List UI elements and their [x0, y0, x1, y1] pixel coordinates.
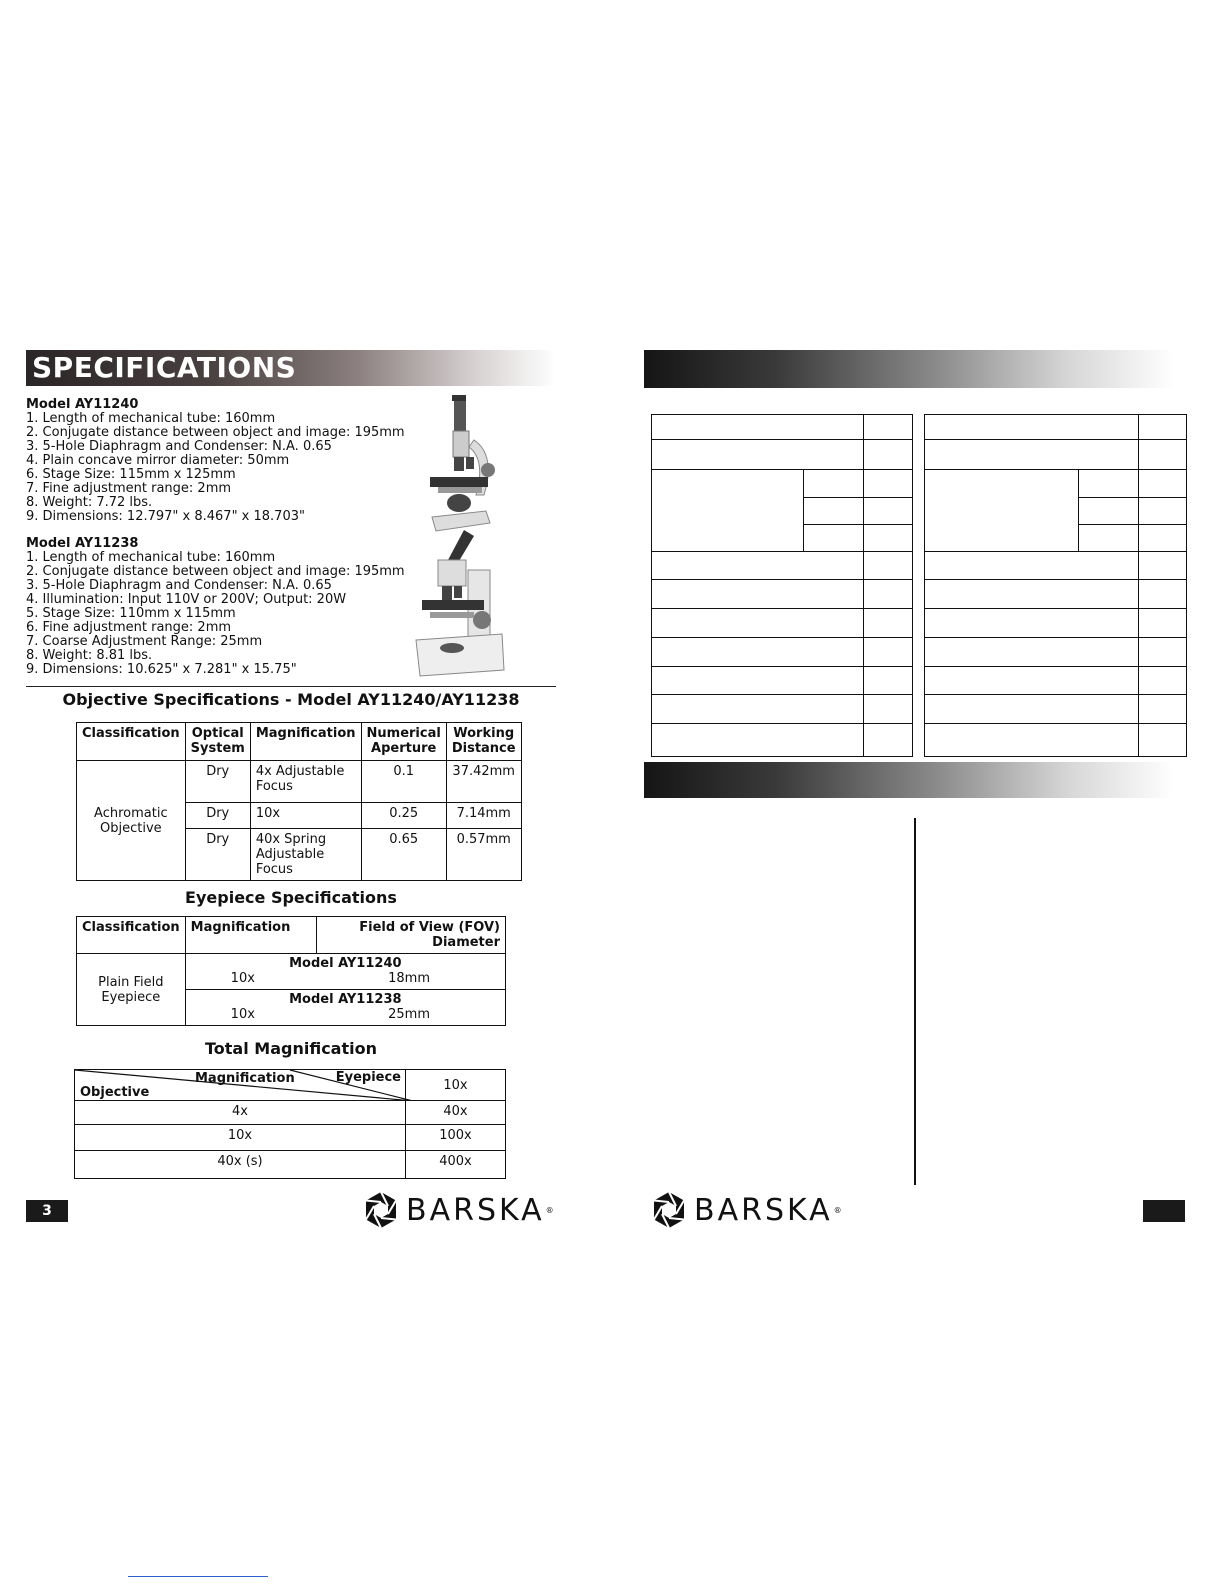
specifications-banner — [26, 350, 556, 386]
page-number-box-right — [1143, 1200, 1185, 1222]
aperture-cell: 0.25 — [361, 803, 446, 829]
optical-cell: Dry — [185, 761, 250, 803]
spec-line: 7. Fine adjustment range: 2mm — [26, 481, 232, 496]
brand-registered-mark: ® — [833, 1205, 842, 1215]
spec-line: 6. Stage Size: 115mm x 125mm — [26, 467, 236, 482]
spec-line: 9. Dimensions: 10.625" x 7.281" x 15.75" — [26, 662, 297, 677]
blank-grid-right — [924, 414, 1187, 757]
aperture-logo-icon — [362, 1191, 400, 1229]
model-label: Model AY11240 — [289, 956, 402, 971]
distance-cell: 37.42mm — [446, 761, 521, 803]
spec-line: 8. Weight: 7.72 lbs. — [26, 495, 153, 510]
spec-line: 3. 5-Hole Diaphragm and Condenser: N.A. 0.65 — [26, 578, 332, 593]
microscope-mirror-icon — [424, 395, 504, 535]
header-numerical-aperture: Numerical Aperture — [361, 723, 446, 761]
magnification-value: 10x — [230, 971, 255, 986]
magnification-cell: 10x — [250, 803, 361, 829]
spec-line: 1. Length of mechanical tube: 160mm — [26, 411, 276, 426]
total-cell: 40x — [406, 1101, 506, 1125]
spec-line: 4. Illumination: Input 110V or 200V; Output: 20W — [26, 592, 347, 607]
distance-cell: 7.14mm — [446, 803, 521, 829]
eyepiece-specs-table — [76, 916, 506, 1026]
model-ay11238-specs — [26, 537, 405, 677]
corner-header-cell — [75, 1070, 406, 1101]
header-classification: Classification — [77, 917, 186, 954]
brand-registered-mark: ® — [545, 1205, 554, 1215]
spec-line: 6. Fine adjustment range: 2mm — [26, 620, 232, 635]
table-row — [75, 1151, 506, 1179]
total-cell: 100x — [406, 1125, 506, 1151]
column-divider — [914, 818, 916, 1185]
magnification-value: 10x — [230, 1007, 255, 1022]
link-underline — [128, 1576, 268, 1577]
aperture-cell: 0.1 — [361, 761, 446, 803]
model-label: Model AY11238 — [289, 992, 402, 1007]
model-title: Model AY11238 — [26, 536, 139, 551]
optical-cell: Dry — [185, 803, 250, 829]
right-page-banner — [644, 350, 1174, 388]
page-title: SPECIFICATIONS — [32, 351, 297, 384]
brand-name: BARSKA — [694, 1192, 833, 1228]
page-number: 3 — [26, 1200, 68, 1222]
spec-line: 9. Dimensions: 12.797" x 8.467" x 18.703" — [26, 509, 305, 524]
magnification-cell: 4x Adjustable Focus — [250, 761, 361, 803]
total-cell: 400x — [406, 1151, 506, 1179]
optical-cell: Dry — [185, 829, 250, 881]
corner-magnification-label: Magnification — [195, 1071, 295, 1086]
header-working-distance: Working Distance — [446, 723, 521, 761]
total-magnification-table — [74, 1069, 506, 1179]
distance-cell: 0.57mm — [446, 829, 521, 881]
section-divider — [26, 686, 556, 687]
eyepiece-specs-title: Eyepiece Specifications — [185, 888, 397, 907]
header-fov: Field of View (FOV) Diameter — [316, 917, 505, 954]
spec-line: 2. Conjugate distance between object and image: 195mm — [26, 564, 405, 579]
right-page-banner-2 — [644, 762, 1174, 798]
objective-cell: 40x (s) — [75, 1151, 406, 1179]
spec-line: 1. Length of mechanical tube: 160mm — [26, 550, 276, 565]
header-magnification: Magnification — [250, 723, 361, 761]
corner-objective-label: Objective — [80, 1085, 150, 1100]
spec-line: 3. 5-Hole Diaphragm and Condenser: N.A. 0.65 — [26, 439, 332, 454]
classification-cell: Achromatic Objective — [77, 761, 186, 881]
blank-grid-left — [651, 414, 913, 757]
spec-line: 7. Coarse Adjustment Range: 25mm — [26, 634, 263, 649]
eyepiece-value-cell: 10x — [406, 1070, 506, 1101]
microscope-illuminated-icon — [412, 530, 507, 680]
objective-cell: 4x — [75, 1101, 406, 1125]
model-title: Model AY11240 — [26, 397, 139, 412]
aperture-cell: 0.65 — [361, 829, 446, 881]
spec-line: 4. Plain concave mirror diameter: 50mm — [26, 453, 290, 468]
total-magnification-title: Total Magnification — [205, 1039, 377, 1058]
brand-logo-right — [650, 1191, 842, 1229]
aperture-logo-icon — [650, 1191, 688, 1229]
corner-eyepiece-label: Eyepiece — [335, 1070, 401, 1085]
spec-line: 5. Stage Size: 110mm x 115mm — [26, 606, 236, 621]
classification-cell: Plain Field Eyepiece — [77, 954, 186, 1026]
table-row — [75, 1125, 506, 1151]
brand-name: BARSKA — [406, 1192, 545, 1228]
model-ay11240-specs — [26, 398, 405, 524]
objective-specs-table — [76, 722, 522, 881]
table-row — [75, 1101, 506, 1125]
header-magnification: Magnification — [185, 917, 316, 954]
fov-value: 25mm — [388, 1007, 430, 1022]
header-classification: Classification — [77, 723, 186, 761]
header-optical-system: Optical System — [185, 723, 250, 761]
objective-cell: 10x — [75, 1125, 406, 1151]
brand-logo-left — [362, 1191, 554, 1229]
table-row — [77, 761, 522, 803]
fov-value: 18mm — [388, 971, 430, 986]
objective-specs-title: Objective Specifications - Model AY11240/AY11238 — [62, 690, 520, 709]
spec-line: 8. Weight: 8.81 lbs. — [26, 648, 153, 663]
table-row — [77, 954, 506, 990]
magnification-cell: 40x Spring Adjustable Focus — [250, 829, 361, 881]
spec-line: 2. Conjugate distance between object and image: 195mm — [26, 425, 405, 440]
